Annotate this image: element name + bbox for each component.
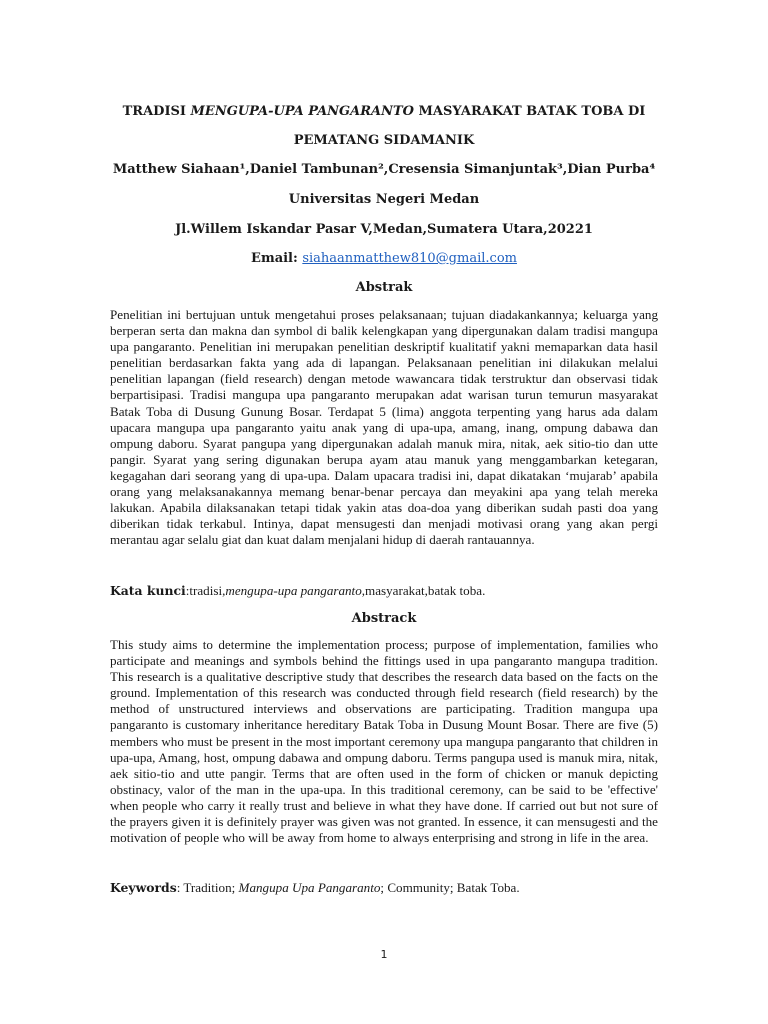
- title-italic-part: MENGUPA-UPA PANGARANTO: [190, 104, 415, 119]
- page-number: 1: [380, 948, 388, 961]
- abstract-keywords-italic: Mangupa Upa Pangaranto: [238, 880, 381, 895]
- address: Jl.Willem Iskandar Pasar V,Medan,Sumatera Utara,20221: [175, 222, 593, 237]
- abstract-keywords-pre: : Tradition;: [176, 880, 239, 895]
- abstrak-keywords-italic: mengupa-upa pangaranto: [225, 583, 362, 598]
- authors: Matthew Siahaan¹,Daniel Tambunan²,Cresensia Simanjuntak³,Dian Purba⁴: [112, 162, 656, 177]
- paper-title-line2: PEMATANG SIDAMANIK: [293, 133, 475, 148]
- abstrak-keywords-pre: :tradisi,: [185, 583, 226, 598]
- title-part1: TRADISI: [122, 104, 191, 119]
- paper-title-line1: [60, 103, 708, 121]
- abstrak-keywords-label: Kata kunci: [110, 583, 186, 598]
- abstrak-heading: Abstrak: [355, 280, 413, 295]
- abstract-keywords-post: ; Community; Batak Toba.: [380, 880, 520, 895]
- abstract-heading: Abstrack: [351, 611, 417, 626]
- abstrak-keywords: [110, 583, 658, 599]
- email-label: Email:: [251, 251, 303, 266]
- abstract-body: This study aims to determine the implementation process; purpose of implementation, families who participate and meanings and symbols behind the fittings used in upa pangaranto mangupa tradition. This research is a qualitative descriptive study that describes the research data based on the facts on the ground. Implementation of this research was conducted through field research (field research) by the method of unstructured interviews and observations are participating. Tradition mangupa upa pangaranto is customary inheritance hereditary Batak Toba in Dusung Mount Bosar. There are five (5) members who must be present in the most important ceremony upa mangupa pangaranto that children in upa-upa, Amang, host, ompung dabawa and ompung daboru. Terms pangupa used is manuk mira, nitak, aek sitio-tio and utte pangir. Terms that are often used in the form of chicken or manuk depicting obstinacy, valor of the man in the upa-upa. In this traditional ceremony, can be said to be 'effective' when people who carry it really trust and believe in what they have done. If carried out but not sure of the prayers given it is definitely prayer was given was not granted. In essence, it can mensugesti and the motivation of people who will be away from home to always enterprising and strong in life in the area.: [110, 637, 658, 846]
- affiliation: Universitas Negeri Medan: [288, 192, 480, 207]
- abstrak-keywords-post: ,masyarakat,batak toba.: [361, 583, 486, 598]
- abstrak-body: Penelitian ini bertujuan untuk mengetahui proses pelaksanaan; tujuan diadakankannya; keluarga yang berperan serta dan makna dan symbol di balik kelengkapan yang dipergunakan dalam tradisi mangupa upa pangaranto. Penelitian ini merupakan penelitian deskriptif kualitatif yakni memaparkan data hasil penelitian berdasarkan fakta yang ada di lapangan. Pelaksanaan penelitian ini dilakukan melalui penelitian lapangan (field research) dengan metode wawancara tidak terstruktur dan observasi tidak berpartisipasi. Tradisi mangupa upa pangaranto merupakan adat warisan turun temurun masyarakat Batak Toba di Dusung Gunung Bosar. Terdapat 5 (lima) anggota terpenting yang harus ada dalam upacara mangupa upa pangaranto yaitu anak yang di upa-upa, amang, inang, ompung dabawa dan ompung daboru. Syarat pangupa yang dipergunakan adalah manuk mira, nitak, aek sitio-tio dan utte pangir. Syarat yang sering digunakan berupa ayam atau manuk yang menggambarkan ketegaran, kegagahan dari seorang yang di upa-upa. Dalam upacara tradisi ini, dapat dikatakan ‘mujarab’ apabila orang yang melaksanakannya memang benar-benar percaya dan meyakini apa yang telah mereka lakukan. Apabila dilaksanakan tetapi tidak yakin atas doa-doa yang diberikan sudah pasti doa yang diberikan tidak terkabul. Intinya, dapat mensugesti dan menjadi motivasi orang yang akan pergi merantau agar selalu giat dan kuat dalam menjalani hidup di daerah rantauannya.: [110, 307, 658, 548]
- email-link[interactable]: siahaanmatthew810@gmail.com: [302, 251, 517, 266]
- email-line: [60, 250, 708, 268]
- abstract-keywords-label: Keywords: [110, 880, 177, 895]
- title-part3: MASYARAKAT BATAK TOBA DI: [414, 104, 646, 119]
- abstract-keywords: [110, 880, 658, 896]
